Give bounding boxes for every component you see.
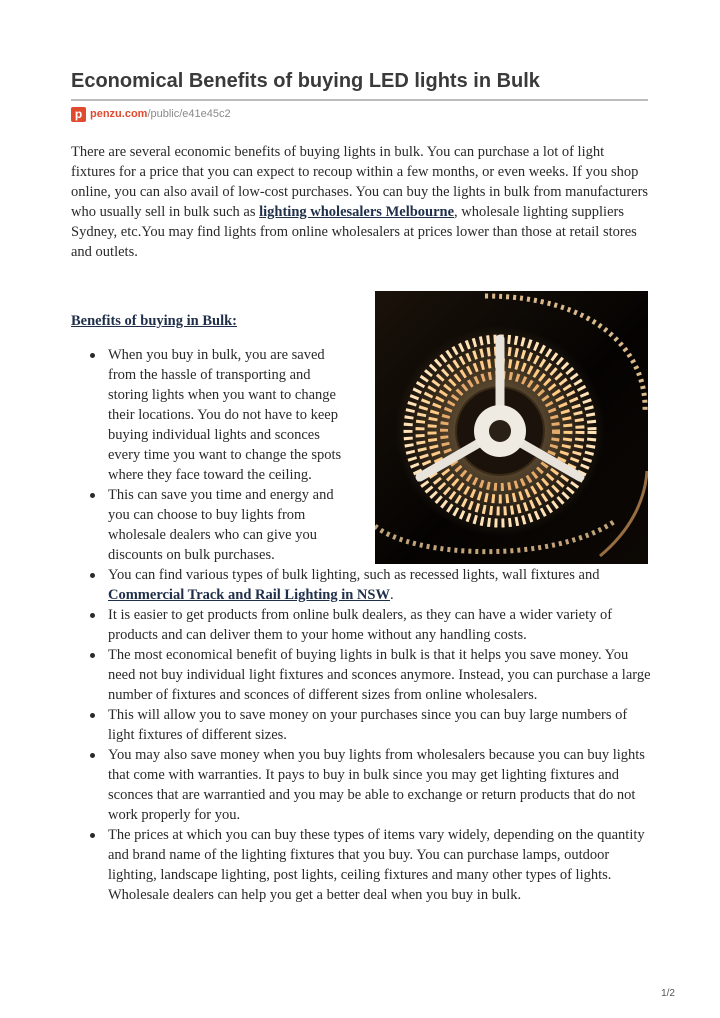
source-link[interactable] (90, 108, 231, 120)
source-path: /public/e41e45c2 (147, 108, 231, 120)
list-item: When you buy in bulk, you are saved from the hassle of transporting and storing lights when you want to change their locations. You do not have to keep buying individual lights and sconces every time you want to change the spots where they face toward the ceiling. (71, 345, 651, 485)
list-item: The prices at which you can buy these types of items vary widely, depending on the quantity and brand name of the lighting fixtures that you buy. You can purchase lamps, outdoor lighting, landscape lighting, post lights, ceiling fixtures and many other types of lights. Wholesale dealers can help you get a better deal when you buy in bulk. (71, 825, 651, 905)
list-item: The most economical benefit of buying lights in bulk is that it helps you save money. You need not buy individual light fixtures and sconces anymore. Instead, you can purchase a large number of fixtures and sconces of different sizes from online wholesalers. (71, 645, 651, 705)
section-heading: Benefits of buying in Bulk: (71, 313, 237, 329)
penzu-logo-icon: p (71, 107, 86, 122)
list-item: This can save you time and energy and you can choose to buy lights from wholesale dealers who can give you discounts on bulk purchases. (71, 485, 651, 565)
intro-paragraph (71, 142, 651, 262)
list-item: This will allow you to save money on your purchases since you can buy large numbers of light fixtures of different sizes. (71, 705, 651, 745)
source-domain: penzu.com (90, 108, 148, 120)
commercial-lighting-link[interactable]: Commercial Track and Rail Lighting in NSW (108, 587, 390, 603)
lighting-wholesalers-link[interactable]: lighting wholesalers Melbourne (259, 204, 455, 220)
list-item (71, 565, 651, 605)
intro-text-before: There are several economic benefits of buying lights in bulk. You can purchase a lot of light fixtures for a price that you can expect to recoup within a few months, or even weeks. If you shop online, you can also avail of low-cost purchases. You can buy the lights in bulk from manufacturers who usually sell in bulk such as (71, 144, 649, 220)
list-item: It is easier to get products from online bulk dealers, as they can have a wider variety of products and can deliver them to your home without any handling costs. (71, 605, 651, 645)
title-divider (71, 99, 648, 101)
page-title: Economical Benefits of buying LED lights in Bulk (71, 70, 540, 92)
intro-text-after: , wholesale lighting suppliers Sydney, etc.You may find lights from online wholesalers at prices lower than those at retail stores and outlets. (71, 204, 637, 260)
list-item: You may also save money when you buy lights from wholesalers because you can buy lights that come with warranties. It pays to buy in bulk since you may get lighting fixtures and sconces that are warrantied and you may be able to exchange or return products that do not work properly for you. (71, 745, 651, 825)
list-item-text: You can find various types of bulk lighting, such as recessed lights, wall fixtures and (108, 567, 600, 583)
benefits-list (71, 345, 651, 905)
list-item-text: . (389, 587, 394, 603)
source-line (71, 105, 231, 123)
page-number: 1/2 (661, 988, 675, 999)
